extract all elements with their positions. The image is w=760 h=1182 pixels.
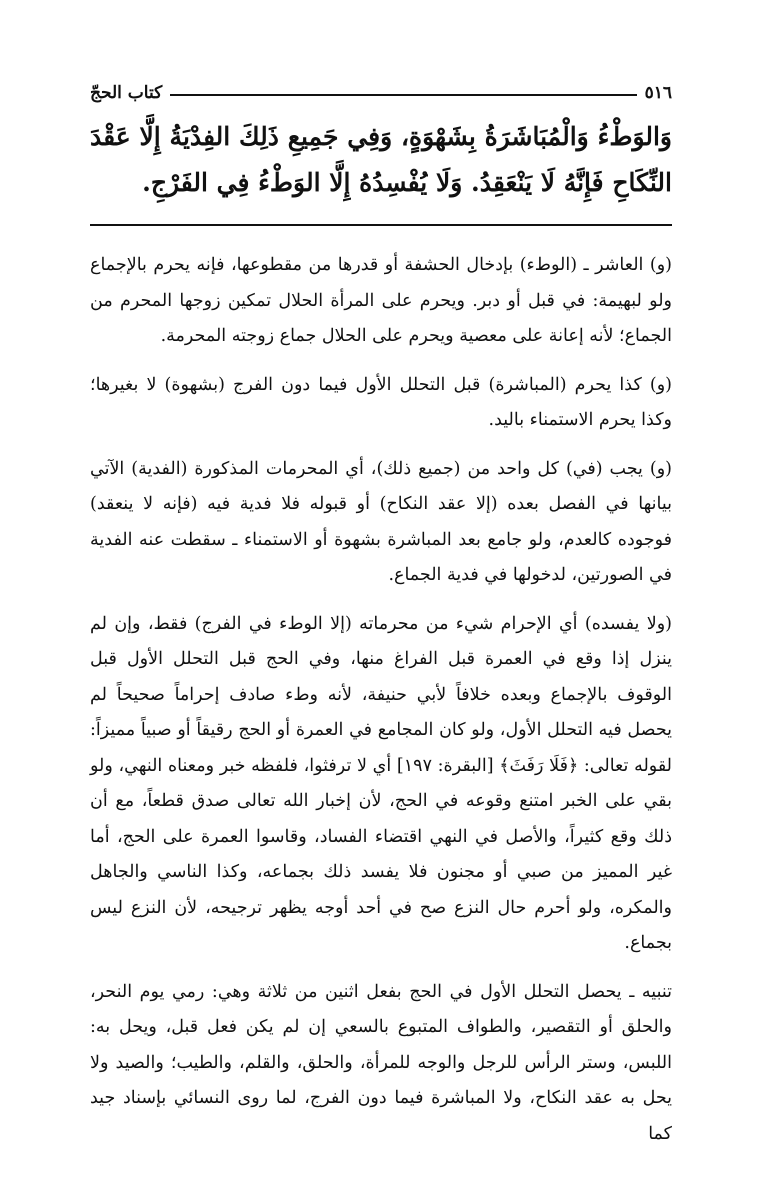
matn-text: [90, 114, 672, 206]
page-header: [90, 78, 672, 108]
commentary-paragraph-4: (ولا يفسده) أي الإحرام شيء من محرماته (إلا الوطء في الفرج) فقط، وإن لم ينزل إذا وقع في العمرة قبل الفراغ منها، وفي الحج قبل التحلل الأول قبل الوقوف بالإجماع وبعده خلافاً لأبي حنيفة، لأنه وطء صادف إحراماً صحيحاً لم يحصل فيه التحلل الأول، ولو كان المجامع في العمرة أو الحج رقيقاً أو صبياً مميزاً: لقوله تعالى: ﴿فَلَا رَفَثَ﴾ [البقرة: ١٩٧] أي لا ترفثوا، فلفظه خبر ومعناه النهي، ولو بقي على الخبر امتنع وقوعه في الحج، لأن إخبار الله تعالى صدق قطعاً، مع أن ذلك وقع كثيراً، والأصل في النهي اقتضاء الفساد، وقاسوا العمرة على الحج، أما غير المميز من صبي أو مجنون فلا يفسد ذلك بجماعه، وكذا الناسي والجاهل والمكره، ولو أحرم حال النزع صح في أحد أوجه يظهر ترجيحه، لأن النزع ليس بجماع.: [90, 613, 673, 953]
header-rule: [170, 94, 636, 96]
book-title: كتاب الحجّ: [90, 83, 163, 103]
commentary-paragraph-5: تنبيه ـ يحصل التحلل الأول في الحج بفعل اثنين من ثلاثة وهي: رمي يوم النحر، والحلق أو التقصير، والطواف المتبوع بالسعي إن لم يكن فعل قبل، ويحل به: اللبس، وستر الرأس للرجل والوجه للمرأة، والحلق، والقلم، والطيب؛ والصيد ولا يحل به عقد النكاح، ولا المباشرة فيما دون الفرج، لما روى النسائي بإسناد جيد كما: [90, 981, 672, 1144]
commentary-paragraph-1: (و) العاشر ـ (الوطء) بإدخال الحشفة أو قدرها من مقطوعها، فإنه يحرم بالإجماع ولو لبهيمة: في قبل أو دبر. ويحرم على المرأة الحلال تمكين زوجها المحرم من الجماع؛ لأنه إعانة على معصية ويحرم على الحلال جماع زوجته المحرمة.: [90, 255, 672, 346]
matn-paragraph: وَالوَطْءُ وَالْمُبَاشَرَةُ بِشَهْوَةٍ، وَفِي جَمِيعِ ذَلِكَ الفِدْيَةُ إِلَّا عَقْدَ النِّكَاحِ فَإِنَّهُ لَا يَنْعَقِدُ. وَلَا يُفْسِدُهُ إِلَّا الوَطْءُ فِي الفَرْجِ.: [90, 122, 672, 197]
matn-divider: [90, 224, 672, 226]
commentary-paragraph-2: (و) كذا يحرم (المباشرة) قبل التحلل الأول فيما دون الفرج (بشهوة) لا بغيرها؛ وكذا يحرم الاستمناء باليد.: [90, 374, 672, 430]
commentary-text: [90, 248, 672, 1152]
page-number: ٥١٦: [644, 83, 672, 103]
commentary-paragraph-3: (و) يجب (في) كل واحد من (جميع ذلك)، أي المحرمات المذكورة (الفدية) الآتي بيانها في الفصل بعده (إلا عقد النكاح) أو قبوله فلا فدية فيه (فإنه لا ينعقد) فوجوده كالعدم، ولو جامع بعد المباشرة بشهوة أو الاستمناء ـ سقطت عنه الفدية في الصورتين، لدخولها في فدية الجماع.: [90, 458, 672, 585]
